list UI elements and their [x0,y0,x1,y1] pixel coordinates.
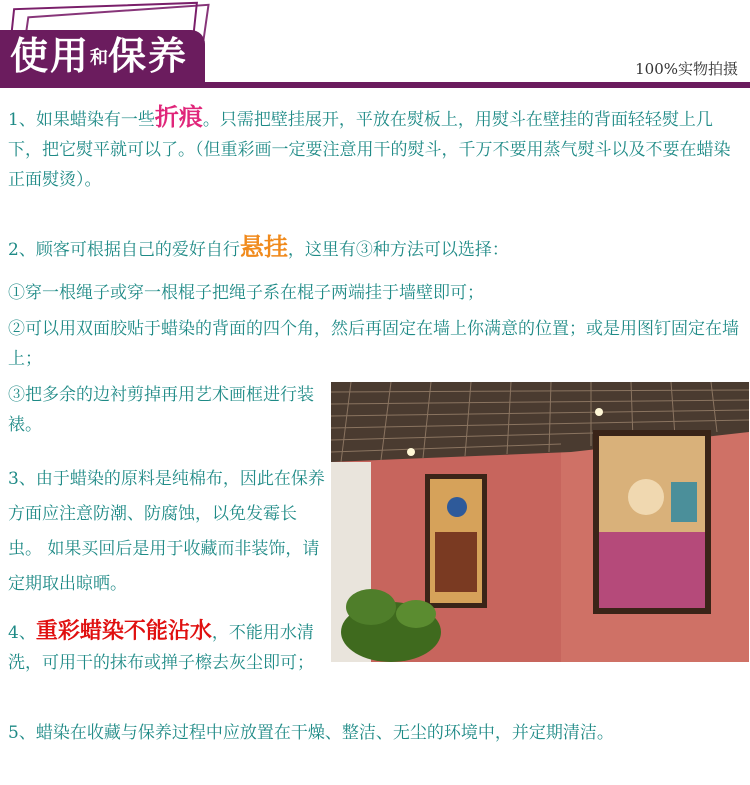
paragraph-2-post: ，这里有③种方法可以选择： [287,240,509,260]
paragraph-1-pre: 1、如果蜡染有一些 [8,110,155,130]
paragraph-4 [8,616,330,678]
paragraph-2-pre: 2、顾客可根据自己的爱好自行 [8,240,240,260]
photo-note: 100%实物拍摄 [635,60,738,78]
paragraph-1-post: 。只需把壁挂展开，平放在熨板上，用熨斗在壁挂的背面轻轻熨上几下，把它熨平就可以了。（但重彩画一定要注意用干的熨斗，千万不要用蒸气熨斗以及不要在蜡染正面熨烫）。 [8,110,731,190]
header-divider [0,82,750,88]
paragraph-5: 5、蜡染在收藏与保养过程中应放置在干燥、整洁、无尘的环境中，并定期清洁。 [8,723,614,743]
paragraph-1-highlight: 折痕 [154,102,203,131]
room-photo-illustration [331,382,749,662]
paragraph-2-highlight: 悬挂 [239,232,288,261]
header-banner [0,0,750,90]
paragraph-4-highlight: 重彩蜡染不能沾水 [35,618,212,644]
room-photo [331,382,749,662]
option-2: ②可以用双面胶贴于蜡染的背面的四个角，然后再固定在墙上你满意的位置；或是用图钉固定在墙上； [8,319,739,369]
title-part-1: 使用 [10,34,91,78]
paragraph-3: 3、由于蜡染的原料是纯棉布，因此在保养方面应注意防潮、防腐蚀，以免发霉长虫。 如果买回后是用于收藏而非装饰，请定期取出晾晒。 [8,469,325,594]
title-part-2: 保养 [108,34,189,78]
section-title [10,34,188,81]
paragraph-4-pre: 4、 [8,623,36,643]
paragraph-1 [8,102,743,195]
title-conjunction: 和 [90,47,109,69]
option-3: ③把多余的边衬剪掉再用艺术画框进行装裱。 [8,385,314,435]
paragraph-4-post: ，不能用水清洗，可用干的抹布或掸子檫去灰尘即可； [8,623,314,673]
paragraph-2 [8,232,743,265]
option-1: ①穿一根绳子或穿一根棍子把绳子系在棍子两端挂于墙壁即可； [8,283,484,303]
